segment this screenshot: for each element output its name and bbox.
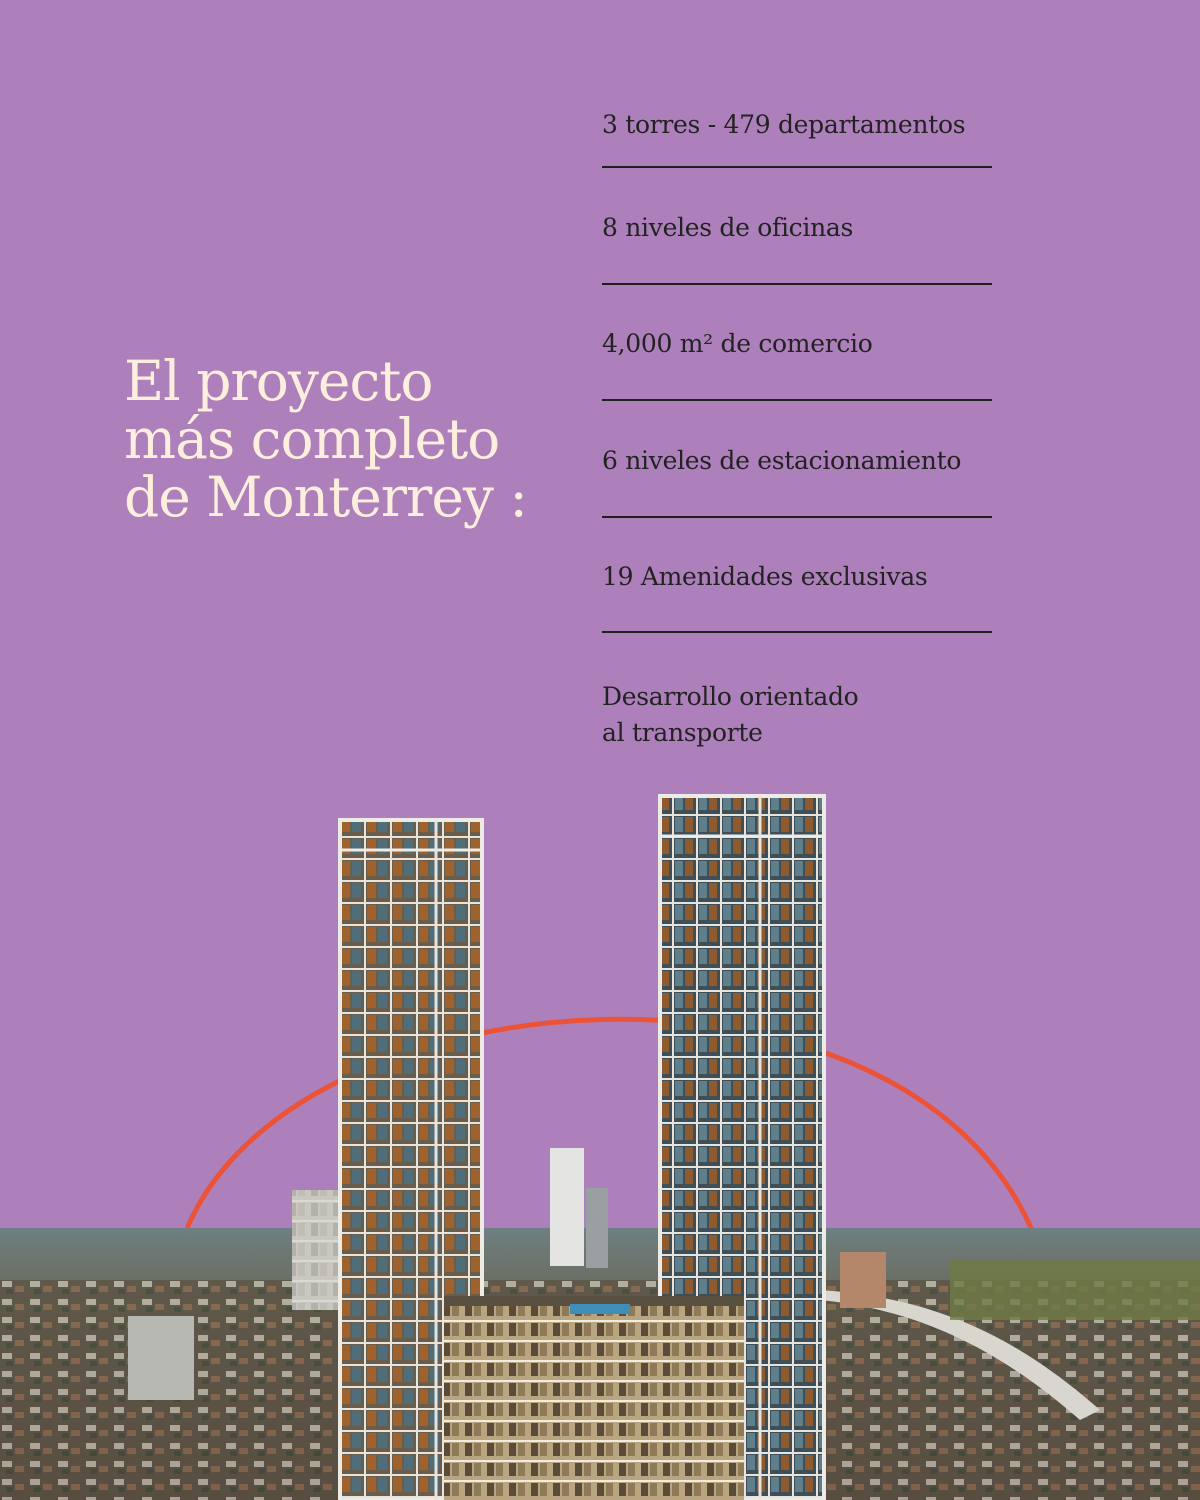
headline-line-3: de Monterrey : [124,465,527,529]
feature-parking: 6 niveles de estacionamiento [602,446,962,475]
divider [602,166,992,168]
feature-transport [602,679,992,751]
feature-towers: 3 torres - 479 departamentos [602,110,966,139]
feature-commerce: 4,000 m² de comercio [602,329,873,358]
feature-amenities: 19 Amenidades exclusivas [602,562,928,591]
divider [602,283,992,285]
divider [602,399,992,401]
divider [602,631,992,633]
divider [602,516,992,518]
feature-transport-line-1: Desarrollo orientado [602,682,859,711]
background-tower-center [550,1148,584,1266]
headline [124,349,564,529]
feature-offices: 8 niveles de oficinas [602,213,854,242]
podium-building [444,1296,744,1500]
headline-line-2: más completo [124,407,500,471]
headline-line-1: El proyecto [124,349,433,413]
feature-transport-line-2: al transporte [602,718,763,747]
